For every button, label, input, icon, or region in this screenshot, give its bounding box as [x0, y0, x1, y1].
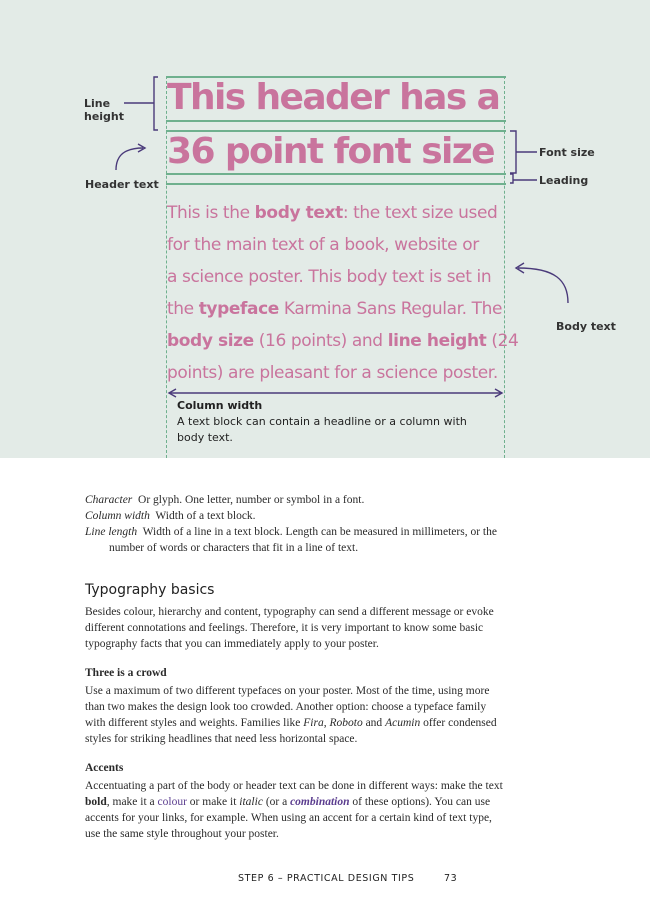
intro-paragraph: Besides colour, hierarchy and content, typography can send a different message or evoke different connotations and feelings. Therefore, it is very important to know some basic typography facts that you can immediately apply to your poster.: [85, 606, 494, 650]
body-line-2: for the main text of a book, website or: [167, 235, 479, 255]
header-line-2: 36 point font size: [167, 131, 494, 172]
body-line-5: body size (16 points) and line height (24: [167, 331, 519, 351]
typography-figure: [0, 0, 650, 458]
definitions-list: [85, 492, 510, 556]
leading-label: Leading: [539, 174, 589, 187]
header-line-1: This header has a: [167, 77, 500, 118]
header-text-label: Header text: [85, 178, 159, 191]
column-width-label: Column width: [177, 399, 263, 412]
body-line-4: the typeface Karmina Sans Regular. The: [167, 299, 503, 319]
annotation-arrows: [0, 0, 650, 458]
footer-chapter: STEP 6 – PRACTICAL DESIGN TIPS: [238, 873, 415, 884]
font-size-label: Font size: [539, 146, 595, 159]
definition-item: Column width Width of a text block.: [85, 510, 256, 522]
section-title: Typography basics: [85, 582, 215, 598]
accents-heading: Accents: [85, 762, 124, 774]
page-number: 73: [444, 873, 458, 884]
body-line-6: points) are pleasant for a science poster.: [167, 363, 498, 383]
three-is-a-crowd-paragraph: Use a maximum of two different typefaces on your poster. Most of the time, using more than two makes the design look too crowded. Another option: choose a typeface family with different styles and weights. Families like Fira, Roboto and Acumin offer condensed styles for striking headlines that need less horizontal space.: [85, 685, 497, 745]
definition-item: Line length Width of a line in a text block. Length can be measured in millimeters, or the number of words or characters that fit in a line of text.: [85, 526, 497, 554]
column-width-description: A text block can contain a headline or a column with body text.: [177, 415, 467, 444]
body-line-3: a science poster. This body text is set in: [167, 267, 492, 287]
body-line-1: This is the body text: the text size used: [167, 203, 498, 223]
line-height-label: Line height: [84, 97, 125, 123]
body-text-label: Body text: [556, 320, 616, 333]
accents-paragraph: Accentuating a part of the body or header text can be done in different ways: make the text bold, make it a colour or make it italic (or a combination of these options). You can use accents for your links, for example. When using an accent for a certain kind of text type, use the same style throughout your poster.: [85, 780, 503, 840]
definition-item: Character Or glyph. One letter, number or symbol in a font.: [85, 494, 365, 506]
three-is-a-crowd-heading: Three is a crowd: [85, 667, 167, 679]
